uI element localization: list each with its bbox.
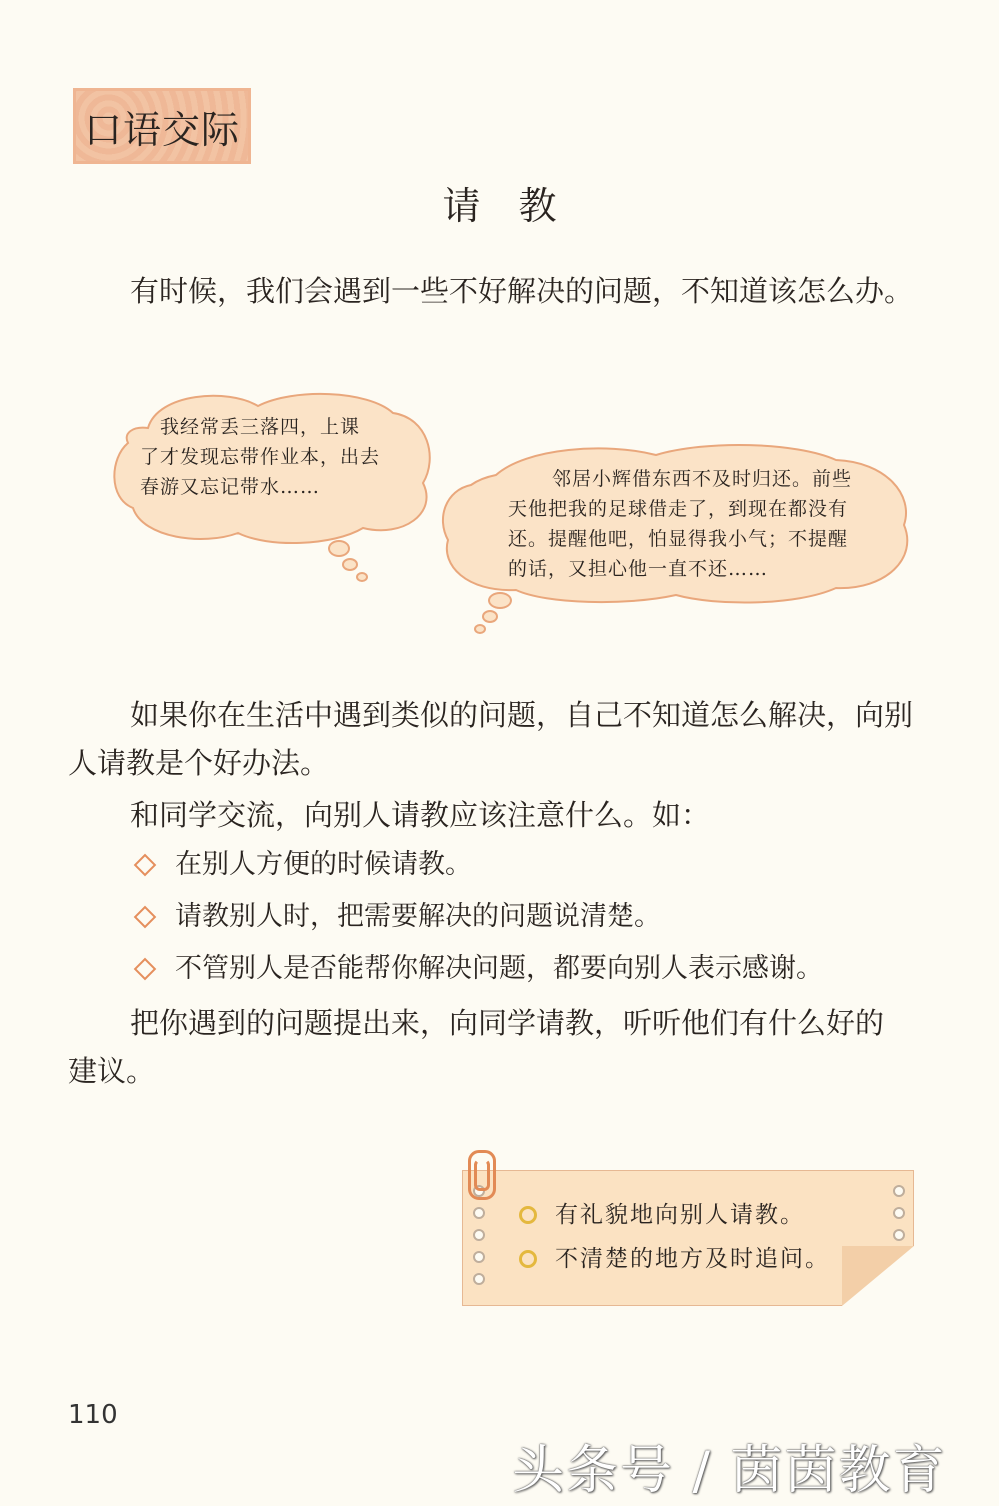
thought-bubble-dot [328, 540, 350, 557]
tip-text: 有礼貌地向别人请教。 [555, 1202, 805, 1228]
rule-text: 在别人方便的时候请教。 [175, 849, 472, 880]
binder-hole-icon [473, 1251, 485, 1263]
tip-text: 不清楚的地方及时追问。 [555, 1246, 830, 1272]
watermark: 头条号 / 茵茵教育 [512, 1441, 947, 1501]
paragraph-2-line-2: 人请教是个好办法。 [68, 746, 330, 780]
rule-item [133, 847, 472, 883]
thought-right-line-4: 的话，又担心他一直不还…… [508, 558, 769, 580]
binder-hole-icon [893, 1207, 905, 1219]
page-number: 110 [68, 1400, 118, 1430]
paragraph-4-line-2: 建议。 [68, 1054, 156, 1088]
thought-left-line-3: 春游又忘记带水…… [140, 476, 321, 498]
tip-item [519, 1243, 830, 1275]
rule-item [133, 899, 661, 935]
rule-item [133, 951, 823, 987]
diamond-bullet-icon [134, 854, 157, 877]
paragraph-2-line-1: 如果你在生活中遇到类似的问题，自己不知道怎么解决，向别 [130, 698, 914, 732]
binder-hole-icon [893, 1229, 905, 1241]
tips-note [462, 1170, 914, 1306]
circle-bullet-icon [519, 1250, 537, 1268]
diamond-bullet-icon [134, 906, 157, 929]
thought-bubble-dot [482, 610, 498, 623]
folded-corner [842, 1246, 914, 1306]
thought-left-line-2: 了才发现忘带作业本，出去 [140, 446, 381, 468]
thought-bubble-dot [356, 572, 368, 582]
circle-bullet-icon [519, 1206, 537, 1224]
section-tag [73, 88, 251, 164]
rule-text: 请教别人时，把需要解决的问题说清楚。 [175, 901, 661, 932]
thought-right-line-1: 邻居小辉借东西不及时归还。前些 [552, 468, 853, 490]
rule-text: 不管别人是否能帮你解决问题，都要向别人表示感谢。 [175, 953, 823, 984]
thought-left-line-1: 我经常丢三落四，上课 [160, 416, 361, 438]
binder-hole-icon [473, 1229, 485, 1241]
paragraph-4-line-1: 把你遇到的问题提出来，向同学请教，听听他们有什么好的 [130, 1006, 885, 1040]
section-tag-label: 口语交际 [83, 107, 240, 152]
paragraph-3: 和同学交流，向别人请教应该注意什么。如： [130, 798, 711, 832]
thought-bubble-dot [474, 624, 486, 634]
diamond-bullet-icon [134, 958, 157, 981]
thought-bubble-dot [342, 558, 358, 571]
intro-paragraph: 有时候，我们会遇到一些不好解决的问题，不知道该怎么办。 [130, 274, 914, 308]
page-title: 请教 [442, 184, 595, 228]
thought-right-line-3: 还。提醒他吧，怕显得我小气；不提醒 [508, 528, 849, 550]
thought-bubble-dot [488, 592, 512, 609]
binder-hole-icon [893, 1185, 905, 1197]
tip-item [519, 1199, 805, 1231]
paperclip-icon [468, 1150, 496, 1200]
thought-right-line-2: 天他把我的足球借走了，到现在都没有 [508, 498, 849, 520]
binder-hole-icon [473, 1273, 485, 1285]
binder-hole-icon [473, 1207, 485, 1219]
